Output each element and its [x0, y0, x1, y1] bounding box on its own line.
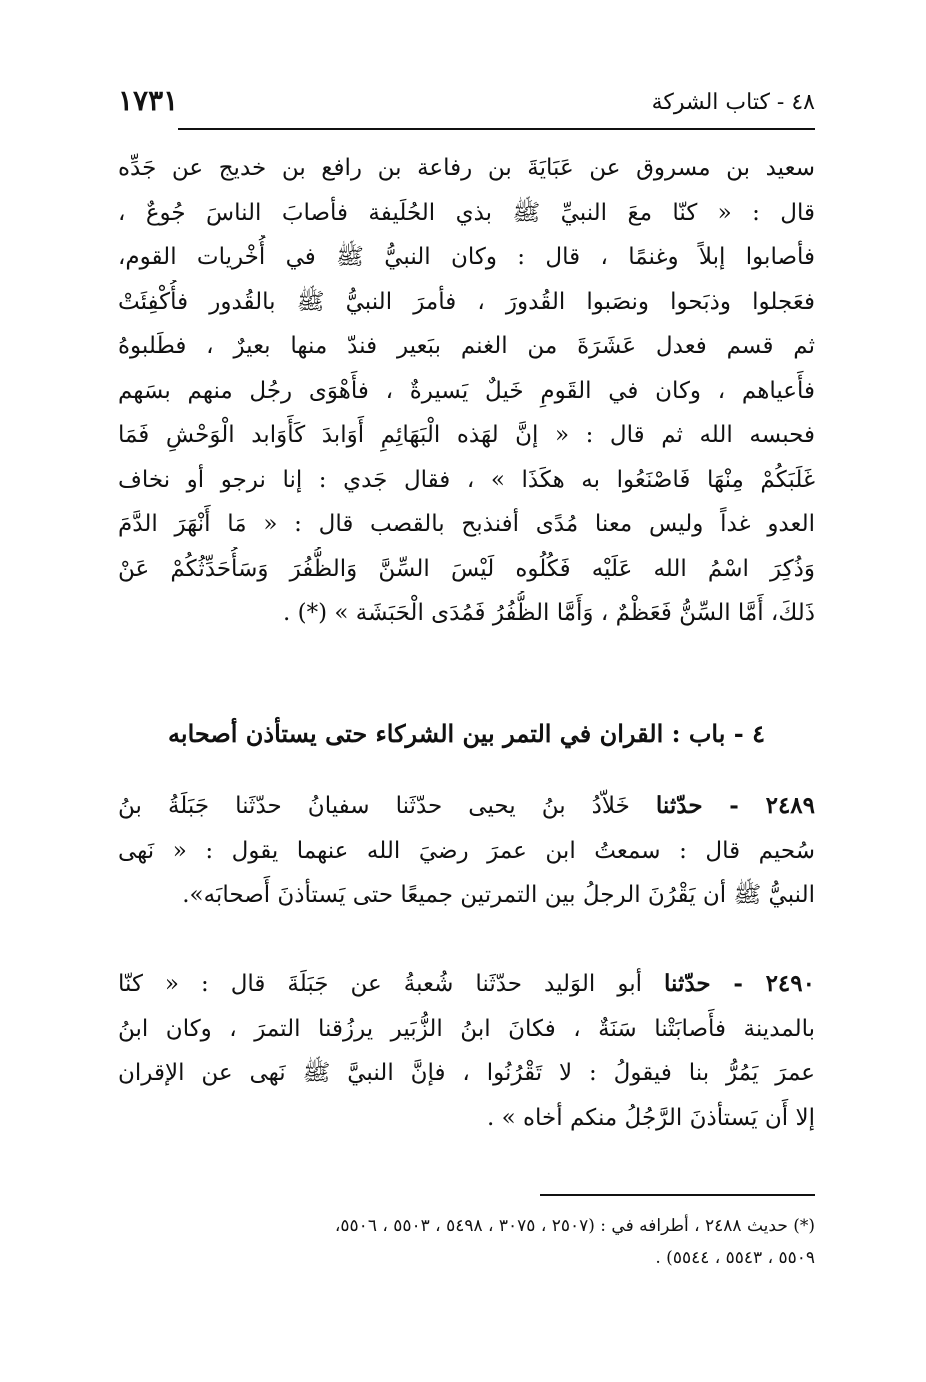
header-divider	[178, 128, 815, 130]
text-line: سُحيم قال : سمعتُ ابن عمرَ رضيَ الله عنهما يقول : « نَهى	[118, 837, 815, 864]
footnote-line: ٥٥٠٩ ، ٥٥٤٣ ، ٥٥٤٤) .	[655, 1248, 815, 1268]
text-line	[118, 784, 815, 829]
hadith-number: ٢٤٩٠ - حدّثنا	[664, 970, 815, 997]
text-line: فأصابوا إبلاً وغنمًا ، قال : وكان النبيُّ ﷺ في أُخْريات القوم،	[118, 244, 815, 270]
chapter-heading: ٤ - باب : القران في التمر بين الشركاء حتى يستأذن أصحابه	[168, 719, 765, 748]
footnote-line: (*) حديث ٢٤٨٨ ، أطرافه في : (٢٥٠٧ ، ٣٠٧٥ ، ٥٤٩٨ ، ٥٥٠٣ ، ٥٥٠٦،	[334, 1216, 815, 1236]
page-header	[118, 84, 815, 124]
text-line	[118, 962, 815, 1007]
text-line: ذَلكَ، أَمَّا السِّنُّ فَعَظْمٌ ، وَأَمَّا الظُّفُرُ فَمُدَى الْحَبَشَة » (*) .	[283, 600, 815, 626]
text-line: عمرَ يَمُرُّ بنا فيقولُ : لا تَقْرُنُوا ، فإنَّ النبيَّ ﷺ نَهى عن الإقران	[118, 1060, 815, 1086]
text-line: إلا أَن يَستأذنَ الرَّجُلُ منكم أخاه » .	[486, 1104, 815, 1131]
running-title: ٤٨ - كتاب الشركة	[651, 90, 815, 115]
text-line: العدو غداً وليس معنا مُدًى أفنذبح بالقصب قال : « مَا أَنْهَرَ الدَّمَ	[118, 511, 815, 537]
text-line: قال : « كنّا معَ النبيِّ ﷺ بذي الحُلَيفة فأصابَ الناسَ جُوعٌ ،	[118, 199, 815, 226]
text-line: فحبسه الله ثم قال : « إنَّ لهَذه الْبَهَائِمِ أَوَابدَ كَأَوَابد الْوَحْشِ فَمَا	[118, 422, 815, 448]
footnote-divider	[540, 1194, 815, 1196]
text-line: سعيد بن مسروق عن عَبَايَةَ بن رفاعة بن رافع بن خديج عن جَدِّه	[118, 155, 815, 181]
text-line: وَذُكِرَ اسْمُ الله عَلَيْه فَكُلُوه لَيْسَ السِّنَّ وَالظُّفُرَ وَسَأُحَدِّثُكُمْ عَنْ	[118, 555, 815, 582]
text-line: فأَعياهم ، وكان في القَومِ خَيلٌ يَسيرةٌ ، فأَهْوَى رجُل منهم بسَهم	[118, 377, 815, 404]
hadith-2490	[118, 962, 815, 1140]
hadith-2488-continuation	[118, 146, 815, 636]
text-span: أبو الوَليد حدّثَنا شُعبةُ عن جَبَلَةَ قال : « كنّا	[118, 971, 664, 997]
text-line: فعَجلوا وذبَحوا ونصَبوا القُدورَ ، فأمرَ النبيُّ ﷺ بالقُدور فأُكْفِئَتْ	[118, 288, 815, 315]
text-line: غَلَبَكُمْ مِنْهَا فَاصْنَعُوا به هكَذَا » ، فقال جَدي : إنا نرجو أو نخاف	[118, 466, 815, 493]
text-line: ثم قسم فعدل عَشَرَةَ من الغنم ببَعير فندّ منها بعيرٌ ، فطَلبوهُ	[118, 333, 815, 359]
footnote	[118, 1210, 815, 1274]
text-span: خَلاّدُ بنُ يحيى حدّثَنا سفيانُ حدّثَنا جَبَلَةُ بنُ	[118, 793, 656, 819]
text-line: بالمدينة فأَصابَتْنا سَنَةٌ ، فكانَ ابنُ الزُّبَير يرزُقنا التمرَ ، وكان ابنُ	[118, 1015, 815, 1042]
hadith-number: ٢٤٨٩ - حدّثنا	[655, 792, 815, 819]
page-number: ١٧٣١	[118, 84, 179, 117]
hadith-2489	[118, 784, 815, 918]
text-line: النبيُّ ﷺ أن يَقْرُنَ الرجلُ بين التمرتين جميعًا حتى يَستأذنَ أَصحابَه».	[182, 882, 815, 908]
